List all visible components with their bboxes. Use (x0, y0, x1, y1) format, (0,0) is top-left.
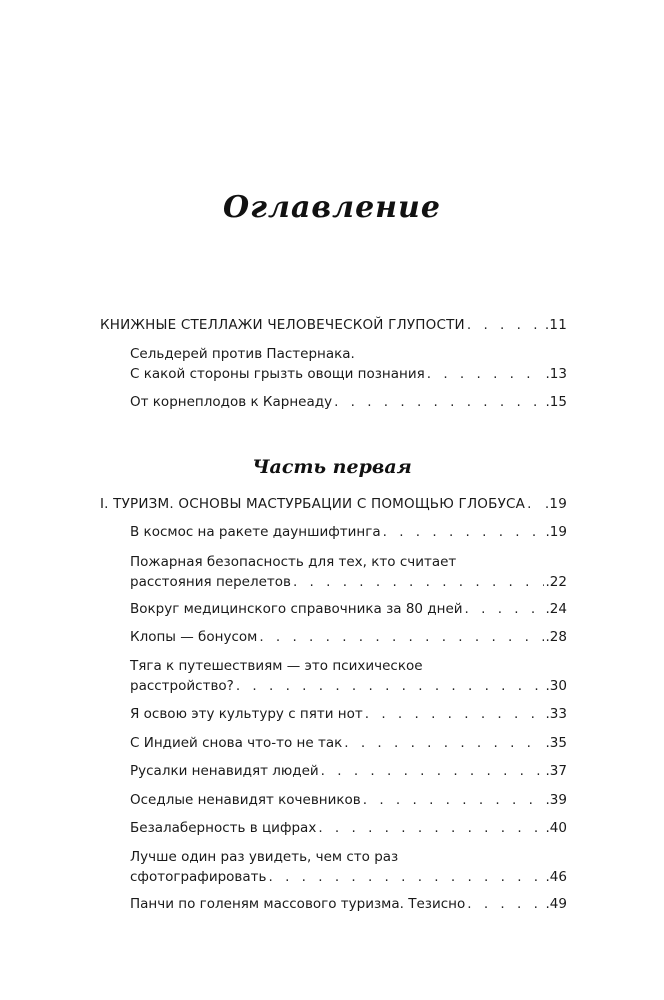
toc-entry-title: Я освою эту культуру с пяти нот (130, 706, 363, 722)
toc-entry[interactable] (130, 392, 567, 412)
toc-entry-title: От корнеплодов к Карнеаду (130, 394, 333, 410)
toc-entry[interactable] (130, 344, 567, 384)
toc-entry-title-line1: Тяга к путешествиям — это психическое (130, 658, 423, 674)
toc-entry-title: Безалаберность в цифрах (130, 820, 317, 836)
toc-entry-title-line1: Пожарная безопасность для тех, кто считает (130, 554, 457, 570)
toc-page-number: .24 (545, 601, 567, 617)
toc-page-number: .28 (545, 629, 567, 645)
toc-entry-title: I. ТУРИЗМ. ОСНОВЫ МАСТУРБАЦИИ С ПОМОЩЬЮ ГЛОБУСА (100, 496, 526, 512)
toc-entry[interactable] (130, 733, 567, 753)
toc-page-number: .37 (545, 763, 567, 779)
toc-page-number: .19 (545, 524, 567, 540)
toc-page-number: .11 (544, 317, 567, 333)
leader-dots (268, 867, 543, 887)
toc-entry[interactable] (130, 522, 567, 542)
toc-entry-title: сфотографировать (130, 869, 267, 885)
leader-dots (344, 733, 543, 753)
toc-entry[interactable] (130, 627, 567, 647)
toc-page-number: .15 (545, 394, 567, 410)
toc-page-number: .40 (545, 820, 567, 836)
toc-entry-title: Вокруг медицинского справочника за 80 дней (130, 601, 463, 617)
leader-dots (465, 599, 544, 619)
leader-dots (363, 790, 544, 810)
page-title: Оглавление (223, 190, 441, 225)
toc-page-number: .22 (545, 574, 567, 590)
toc-entry-title: расстройство? (130, 678, 234, 694)
leader-dots (383, 522, 544, 542)
toc-entry[interactable] (130, 599, 567, 619)
toc-page-number: .46 (545, 869, 567, 885)
toc-entry-title: Оседлые ненавидят кочевников (130, 792, 361, 808)
leader-dots (467, 315, 543, 335)
toc-entry-title-line1: Лучше один раз увидеть, чем сто раз (130, 849, 399, 865)
leader-dots (318, 818, 543, 838)
leader-dots (293, 572, 544, 592)
part-title: Часть первая (252, 456, 412, 478)
leader-dots (365, 704, 544, 724)
toc-page-number: .35 (545, 735, 567, 751)
leader-dots (236, 676, 544, 696)
toc-entry[interactable] (100, 494, 567, 514)
toc-page-number: .39 (545, 792, 567, 808)
leader-dots (527, 494, 543, 514)
toc-page-number: .13 (545, 366, 567, 382)
toc-entry-title: Панчи по голеням массового туризма. Тезисно (130, 896, 466, 912)
toc-entry[interactable] (130, 704, 567, 724)
toc-entry-title: С Индией снова что-то не так (130, 735, 343, 751)
toc-entry-title: Клопы — бонусом (130, 629, 258, 645)
leader-dots (427, 364, 544, 384)
toc-entry-title: расстояния перелетов (130, 574, 291, 590)
toc-page-number: .33 (545, 706, 567, 722)
toc-entry[interactable] (130, 894, 567, 914)
toc-page-number: .19 (544, 496, 567, 512)
toc-entry[interactable] (130, 818, 567, 838)
toc-entry[interactable] (130, 847, 567, 887)
toc-entry-title: В космос на ракете дауншифтинга (130, 524, 381, 540)
toc-entry[interactable] (130, 761, 567, 781)
toc-page-number: .49 (545, 896, 567, 912)
toc-entry[interactable] (130, 656, 567, 696)
toc-entry-title-line1: Сельдерей против Пастернака. (130, 346, 355, 362)
leader-dots (259, 627, 543, 647)
toc-page-number: .30 (545, 678, 567, 694)
toc-entry[interactable] (130, 552, 567, 592)
toc-entry-title: С какой стороны грызть овощи познания (130, 366, 425, 382)
leader-dots (334, 392, 543, 412)
toc-entry-title: Русалки ненавидят людей (130, 763, 319, 779)
leader-dots (321, 761, 544, 781)
toc-entry-title: КНИЖНЫЕ СТЕЛЛАЖИ ЧЕЛОВЕЧЕСКОЙ ГЛУПОСТИ (100, 317, 465, 333)
toc-entry[interactable] (100, 315, 567, 335)
leader-dots (467, 894, 543, 914)
toc-entry[interactable] (130, 790, 567, 810)
